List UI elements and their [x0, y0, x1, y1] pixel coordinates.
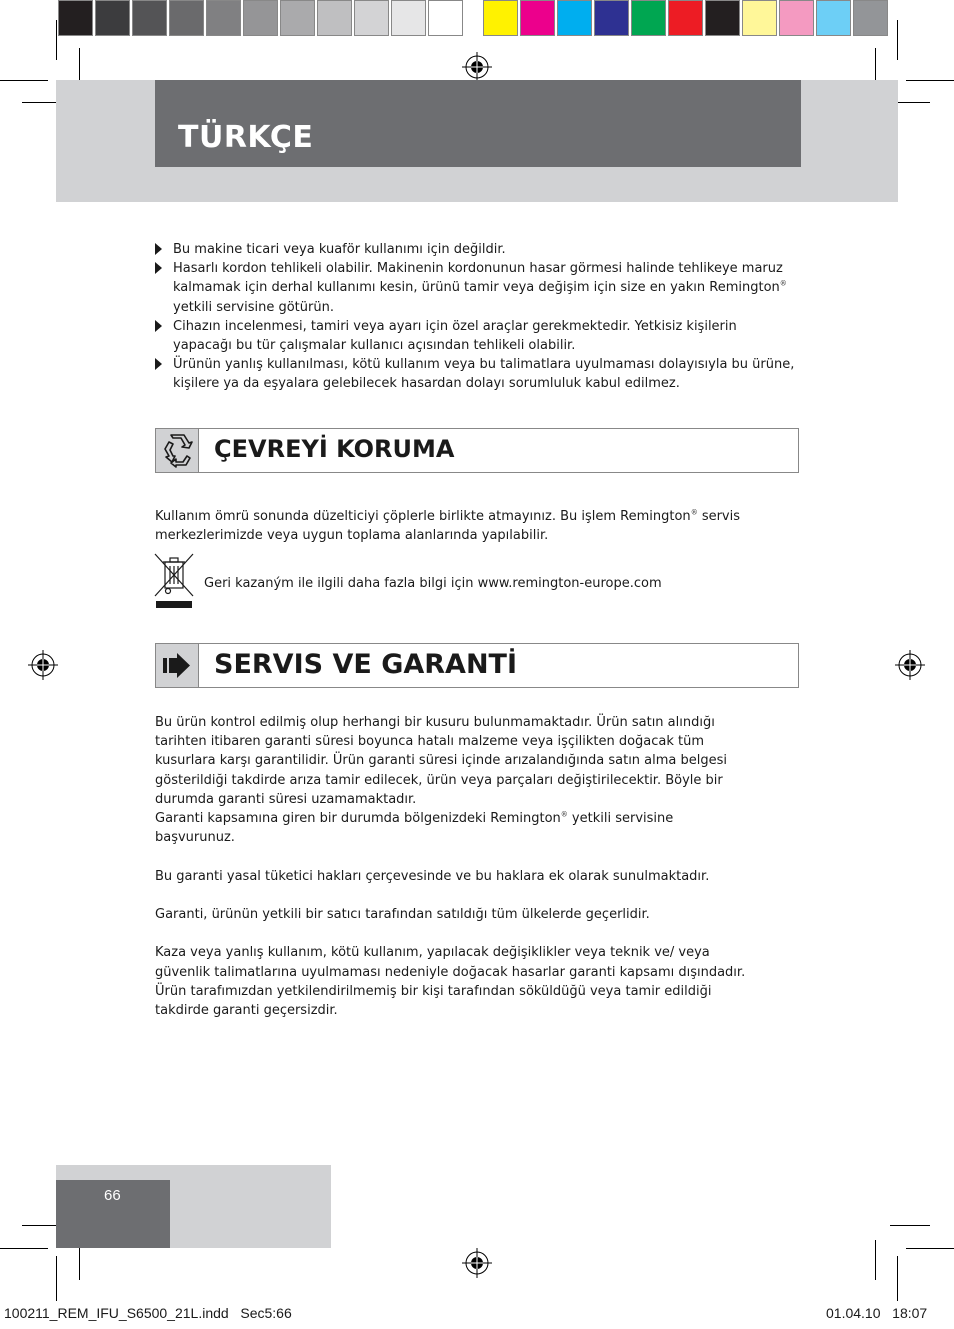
color-swatch [391, 0, 426, 36]
section-title: ÇEVREYİ KORUMA [214, 435, 455, 463]
color-swatch [317, 0, 352, 36]
paragraph-text: Garanti kapsamına giren bir durumda bölgenizdeki Remington [155, 811, 561, 827]
bullet-text: Bu makine ticari veya kuaför kullanımı için değildir. [173, 242, 506, 257]
crop-mark [875, 1240, 876, 1280]
bullet-text: Cihazın incelenmesi, tamiri veya ayarı için özel araçlar gerekmektedir. Yetkisiz kişilerin yapacağı bu tür çalışmalar kullanıcı açısından tehlikeli olabilir. [173, 318, 737, 354]
crop-mark [56, 20, 57, 60]
paragraph [155, 809, 755, 847]
color-swatch [779, 0, 814, 36]
color-swatch [668, 0, 703, 36]
file-slug: 100211_REM_IFU_S6500_21L.indd Sec5:66 [4, 1305, 292, 1321]
paragraph-text: servis merkezlerimizde veya uygun toplama alanlarında yapılabilir. [155, 509, 741, 544]
paragraph: Bu ürün kontrol edilmiş olup herhangi bir kusuru bulunmamaktadır. Ürün satın alındığı tarihten itibaren garanti süresi boyunca hatalı malzeme veya işçilikten doğacak tüm kusurlara karşı garantilidir. Ürün garanti süresi içinde arızalandığında satın alma belgesi gösterildiği takdirde arıza tamir edilecek, ürün veya parçaları değiştirilecektir. Böyle bir durumda garanti süresi uzamamaktadır. [155, 715, 728, 807]
registered-mark: ® [560, 810, 568, 819]
bullet-triangle-icon [155, 320, 162, 332]
section-icon-box [156, 644, 199, 687]
color-swatch [705, 0, 740, 36]
color-swatch [132, 0, 167, 36]
bullet-triangle-icon [155, 243, 162, 255]
arrow-right-icon [156, 644, 198, 687]
bullet-text: yetkili servisine götürün. [173, 299, 334, 315]
section-icon-box [156, 429, 199, 472]
color-swatch [243, 0, 278, 36]
paragraph: Kaza veya yanlış kullanım, kötü kullanım, yapılacak değişiklikler veya teknik ve/ veya güvenlik talimatlarına uyulmaması nedeniyle doğacak hasarlar garanti kapsamı dışındadır. Ürün tarafımızdan yetkilendirilmemiş bir kişi tarafından söküldüğü veya tamir edildiği takdirde garanti geçersizdir. [155, 945, 746, 1018]
color-swatch [95, 0, 130, 36]
section-header-environment [155, 428, 799, 473]
registration-mark-icon [895, 650, 925, 680]
recycling-info-text: Geri kazaným ile ilgili daha fazla bilgi için www.remington-europe.com [204, 576, 662, 591]
list-item [155, 259, 795, 317]
registration-mark-icon [462, 1248, 492, 1278]
bullet-text: Ürünün yanlış kullanılması, kötü kullanım veya bu talimatlara uyulmaması dolayısıyla bu ürüne, kişilere ya da eşyalara gelebilecek hasardan dolayı sorumluluk kabul edilmez. [173, 357, 795, 392]
crop-mark [890, 1225, 930, 1226]
color-swatch [169, 0, 204, 36]
color-swatch [354, 0, 389, 36]
crop-mark [56, 1256, 57, 1301]
page-number: 66 [104, 1187, 121, 1204]
paragraph [155, 507, 785, 545]
process-swatch-bar [483, 0, 890, 38]
bullet-triangle-icon [155, 358, 162, 370]
registration-mark-icon [462, 52, 492, 82]
paragraph: Bu garanti yasal tüketici hakları çerçevesinde ve bu haklara ek olarak sunulmaktadır. [155, 868, 710, 884]
bullet-text: Hasarlı kordon tehlikeli olabilir. Makinenin kordonunun hasar görmesi halinde tehlikeye maruz kalmamak için derhal kullanımı kesin, ürünü tamir veya değişim için size en yakın Remington [173, 261, 783, 296]
date-time-slug: 01.04.10 18:07 [826, 1305, 928, 1321]
registered-mark: ® [779, 280, 787, 289]
color-swatch [58, 0, 93, 36]
crossed-bin-icon [153, 552, 195, 610]
crop-mark [0, 1248, 48, 1249]
gray-swatch-bar [58, 0, 465, 38]
crop-mark [897, 1256, 898, 1301]
section-header-service [155, 643, 799, 688]
crop-mark [897, 20, 898, 60]
paragraph-text: yetkili servisine başvurunuz. [155, 811, 674, 846]
list-item [155, 317, 795, 355]
list-item [155, 355, 795, 393]
color-swatch [280, 0, 315, 36]
bullet-triangle-icon [155, 262, 162, 274]
paragraph: Garanti, ürünün yetkili bir satıcı tarafından satıldığı tüm ülkelerde geçerlidir. [155, 907, 650, 922]
color-swatch [631, 0, 666, 36]
color-swatch [483, 0, 518, 36]
safety-bullet-list [155, 240, 795, 394]
registration-mark-icon [28, 650, 58, 680]
color-swatch [428, 0, 463, 36]
color-swatch [594, 0, 629, 36]
registered-mark: ® [690, 508, 698, 517]
color-swatch [742, 0, 777, 36]
color-swatch [557, 0, 592, 36]
crop-mark [906, 1248, 954, 1249]
color-swatch [853, 0, 888, 36]
environment-paragraph [155, 507, 785, 545]
crop-mark [906, 80, 954, 81]
list-item [155, 240, 795, 259]
paragraph-text: Kullanım ömrü sonunda düzelticiyi çöplerle birlikte atmayınız. Bu işlem Remington [155, 509, 691, 524]
color-swatch [520, 0, 555, 36]
crop-mark [0, 80, 48, 81]
recycle-icon [156, 429, 198, 472]
section-title: SERVIS VE GARANTİ [214, 649, 518, 680]
page-title: TÜRKÇE [178, 120, 314, 155]
color-swatch [816, 0, 851, 36]
service-paragraph-block [155, 713, 755, 1020]
color-swatch [206, 0, 241, 36]
